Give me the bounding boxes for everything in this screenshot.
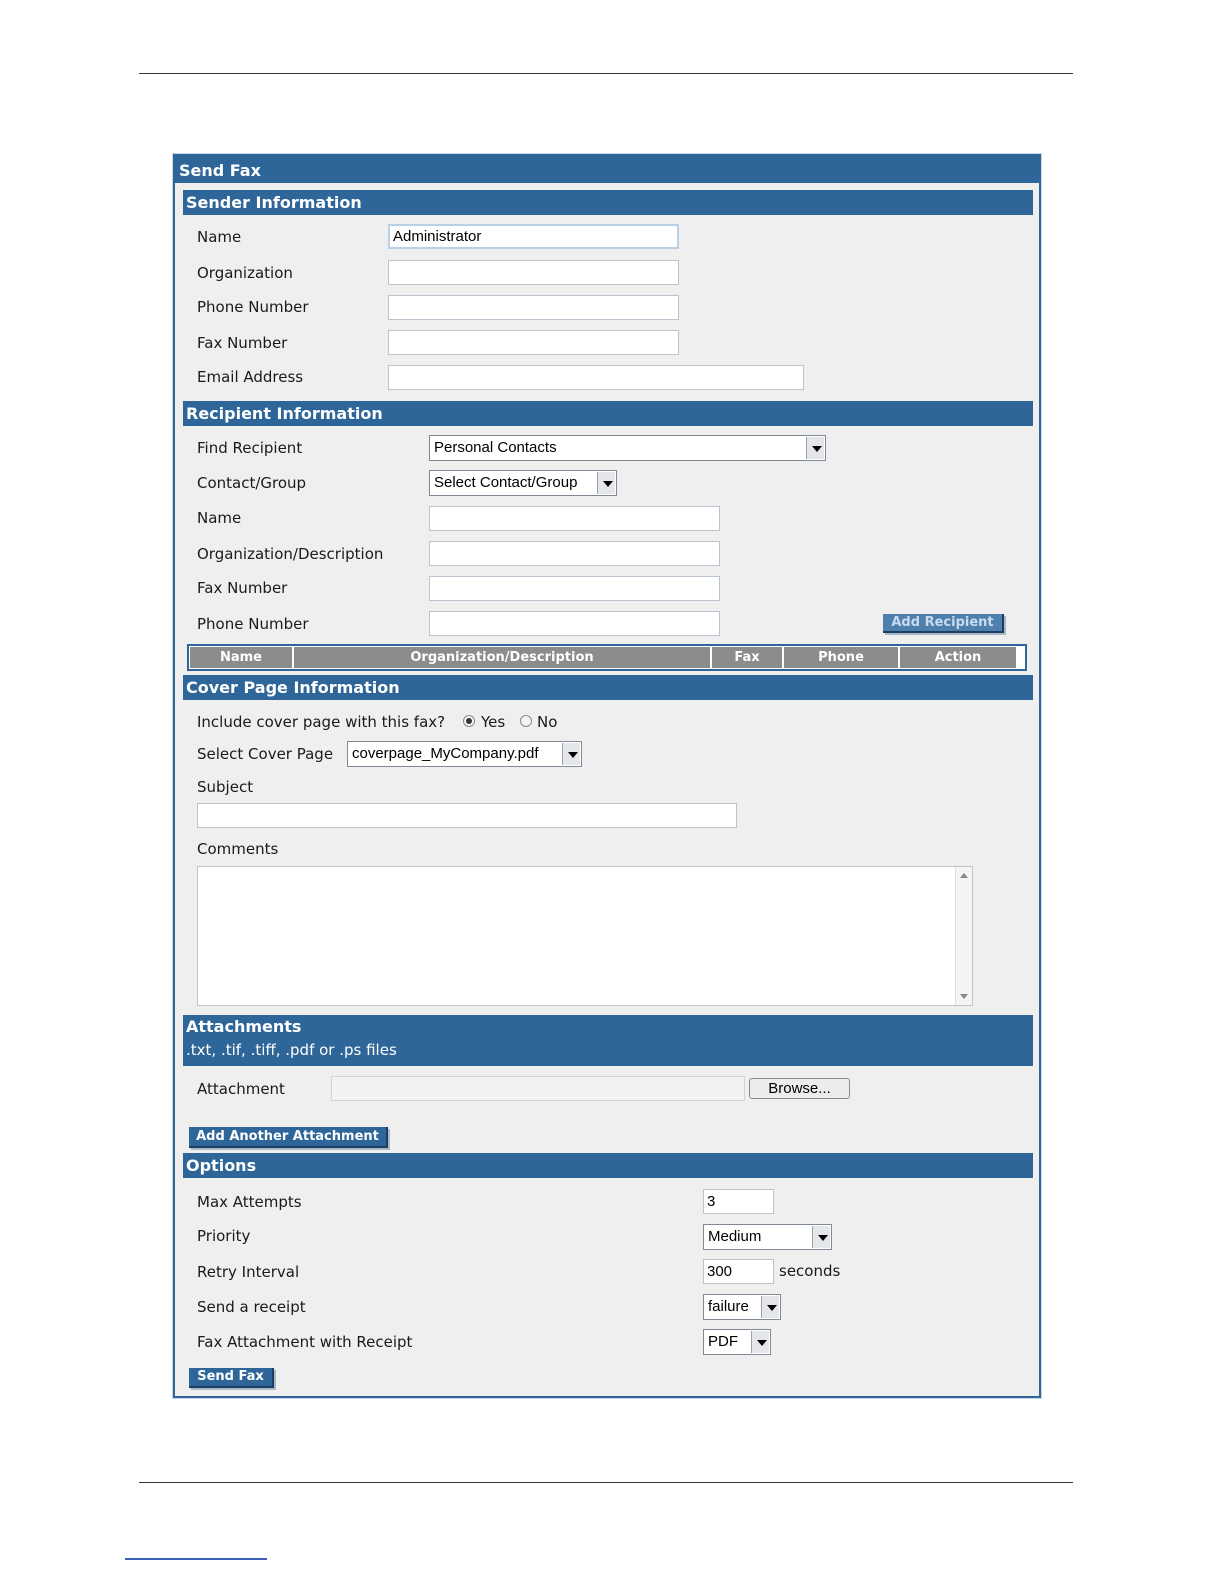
send-receipt-value: failure: [708, 1298, 749, 1315]
retry-unit-label: seconds: [779, 1262, 841, 1280]
sender-fax-input[interactable]: [388, 330, 679, 355]
chevron-down-icon[interactable]: [761, 1296, 779, 1318]
column-header-phone[interactable]: Phone: [784, 647, 898, 668]
max-attempts-label: Max Attempts: [197, 1193, 302, 1211]
contact-group-value: Select Contact/Group: [434, 474, 578, 491]
add-recipient-button[interactable]: Add Recipient: [883, 614, 1004, 633]
cover-yes-label[interactable]: Yes: [481, 713, 506, 731]
sender-email-label: Email Address: [197, 368, 304, 386]
sender-fax-label: Fax Number: [197, 334, 288, 352]
recipient-name-input[interactable]: [429, 506, 720, 531]
sender-phone-label: Phone Number: [197, 298, 309, 316]
scroll-up-icon[interactable]: [960, 873, 968, 878]
column-header-fax[interactable]: Fax: [712, 647, 782, 668]
comments-label: Comments: [197, 840, 279, 858]
comments-textarea[interactable]: [197, 866, 973, 1006]
chevron-down-icon[interactable]: [806, 437, 824, 459]
footer-rule: [139, 1482, 1073, 1483]
panel-title: Send Fax: [175, 156, 1039, 183]
attachments-heading: Attachments: [186, 1017, 302, 1036]
find-recipient-select[interactable]: [429, 435, 826, 461]
column-header-action[interactable]: Action: [900, 647, 1016, 668]
options-section-header: Options: [183, 1153, 1033, 1178]
priority-select[interactable]: [703, 1224, 832, 1250]
send-fax-panel: [173, 154, 1041, 1398]
fax-attachment-select[interactable]: [703, 1329, 771, 1355]
recipient-org-input[interactable]: [429, 541, 720, 566]
recipient-fax-input[interactable]: [429, 576, 720, 601]
fax-attachment-label: Fax Attachment with Receipt: [197, 1333, 413, 1351]
comments-scrollbar[interactable]: [955, 867, 972, 1005]
column-header-name[interactable]: Name: [190, 647, 292, 668]
attachment-file-input[interactable]: [331, 1076, 745, 1101]
attachments-section-header: [183, 1015, 1033, 1066]
retry-interval-label: Retry Interval: [197, 1263, 300, 1281]
recipient-fax-label: Fax Number: [197, 579, 288, 597]
attachment-label: Attachment: [197, 1080, 285, 1098]
chevron-down-icon[interactable]: [812, 1226, 830, 1248]
priority-value: Medium: [708, 1228, 762, 1245]
sender-organization-label: Organization: [197, 264, 293, 282]
scroll-down-icon[interactable]: [960, 994, 968, 999]
chevron-down-icon[interactable]: [562, 743, 580, 765]
send-receipt-select[interactable]: [703, 1294, 781, 1320]
cover-page-select[interactable]: [347, 741, 582, 767]
recipient-table-header: [187, 644, 1027, 671]
cover-no-radio[interactable]: [520, 715, 532, 727]
browse-button[interactable]: Browse...: [749, 1078, 850, 1099]
contact-group-select[interactable]: [429, 470, 617, 496]
retry-interval-input[interactable]: [703, 1259, 774, 1284]
find-recipient-label: Find Recipient: [197, 439, 303, 457]
sender-name-label: Name: [197, 228, 242, 246]
footer-link-underline: [125, 1558, 267, 1560]
cover-section-header: Cover Page Information: [183, 675, 1033, 700]
sender-section-header: Sender Information: [183, 190, 1033, 215]
sender-organization-input[interactable]: [388, 260, 679, 285]
column-header-organization[interactable]: Organization/Description: [294, 647, 710, 668]
header-rule: [139, 73, 1073, 74]
cover-no-label[interactable]: No: [537, 713, 558, 731]
chevron-down-icon[interactable]: [751, 1331, 769, 1353]
sender-phone-input[interactable]: [388, 295, 679, 320]
subject-input[interactable]: [197, 803, 737, 828]
recipient-section-header: Recipient Information: [183, 401, 1033, 426]
chevron-down-icon[interactable]: [597, 472, 615, 494]
attachments-file-types: .txt, .tif, .tiff, .pdf or .ps files: [186, 1041, 397, 1059]
priority-label: Priority: [197, 1227, 251, 1245]
subject-label: Subject: [197, 778, 254, 796]
max-attempts-input[interactable]: [703, 1189, 774, 1214]
recipient-name-label: Name: [197, 509, 242, 527]
find-recipient-value: Personal Contacts: [434, 439, 557, 456]
sender-name-input[interactable]: [388, 224, 679, 249]
contact-group-label: Contact/Group: [197, 474, 307, 492]
recipient-phone-label: Phone Number: [197, 615, 309, 633]
cover-yes-radio[interactable]: [463, 715, 475, 727]
send-receipt-label: Send a receipt: [197, 1298, 306, 1316]
sender-email-input[interactable]: [388, 365, 804, 390]
select-cover-label: Select Cover Page: [197, 745, 334, 763]
send-fax-button[interactable]: Send Fax: [189, 1368, 274, 1388]
add-another-attachment-button[interactable]: Add Another Attachment: [189, 1127, 388, 1148]
fax-attachment-value: PDF: [708, 1333, 738, 1350]
include-cover-label: Include cover page with this fax?: [197, 713, 446, 731]
recipient-phone-input[interactable]: [429, 611, 720, 636]
recipient-org-label: Organization/Description: [197, 545, 384, 563]
cover-page-value: coverpage_MyCompany.pdf: [352, 745, 539, 762]
